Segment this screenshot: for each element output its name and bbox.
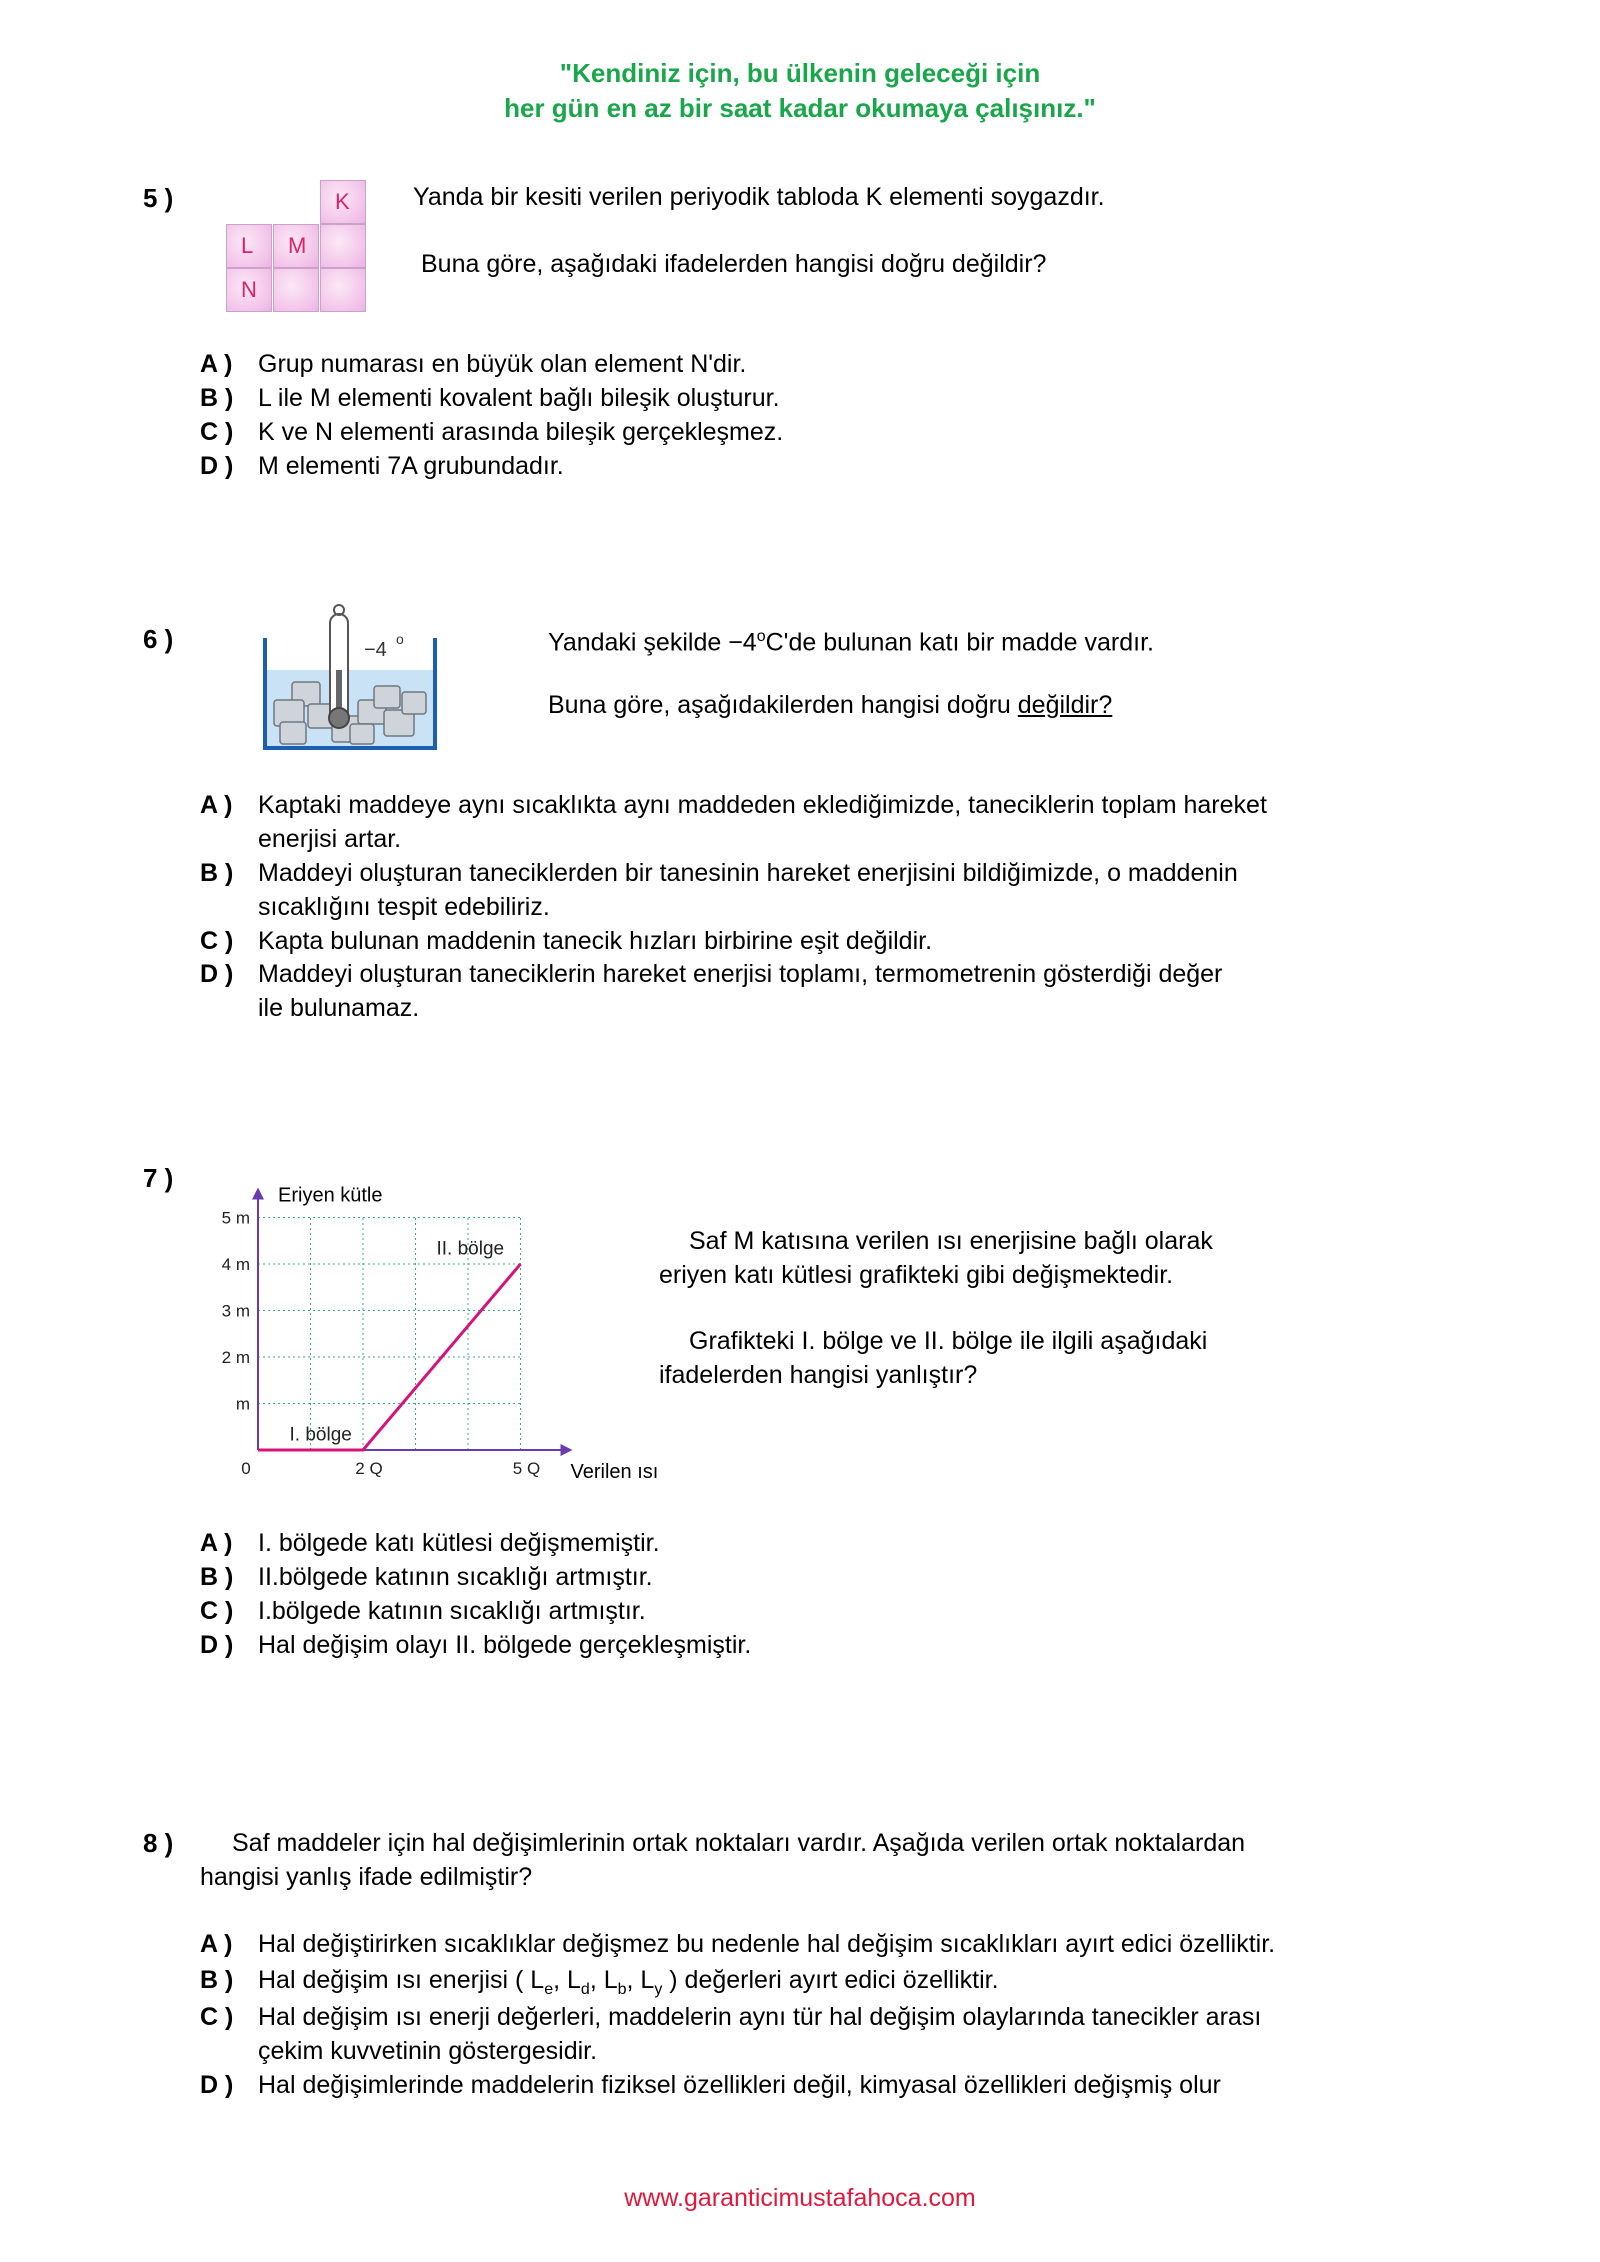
- x-tick-label: 0: [241, 1459, 251, 1478]
- question-5-text-1: Yanda bir kesiti verilen periyodik tabloda K elementi soygazdır.: [413, 183, 1105, 211]
- x-tick-label: 5 Q: [512, 1459, 541, 1478]
- q7-option-d[interactable]: D ) Hal değişim olayı II. bölgede gerçekleşmiştir.: [200, 1631, 752, 1659]
- q5-option-d[interactable]: D ) M elementi 7A grubundadır.: [200, 452, 564, 480]
- header-quote-line1: "Kendiniz için, bu ülkenin geleceği için: [559, 58, 1041, 88]
- question-5-text-2: Buna göre, aşağıdaki ifadelerden hangisi doğru değildir?: [421, 250, 1047, 278]
- cell-n: N: [226, 268, 272, 312]
- question-6-text-1: Yandaki şekilde $-4^oC'de$ bulunan katı bir madde vardır.: [548, 628, 1154, 657]
- chart-annotation: I. bölge: [289, 1424, 352, 1446]
- header-quote-line2: her gün en az bir saat kadar okumaya çalışınız.": [504, 93, 1096, 123]
- q6-option-d[interactable]: D ) Maddeyi oluşturan taneciklerin hareket enerjisi toplamı, termometrenin gösterdiği değer ile bulunamaz.: [200, 960, 1223, 1022]
- q6-option-a[interactable]: A ) Kaptaki maddeye aynı sıcaklıkta aynı maddeden eklediğimizde, taneciklerin toplam hareket enerjisi artar.: [200, 791, 1267, 853]
- thermometer-degree-sign: o: [396, 631, 404, 647]
- y-tick-label: 2 m: [221, 1348, 250, 1367]
- q6-option-b[interactable]: B ) Maddeyi oluşturan taneciklerden bir tanesinin hareket enerjisini bildiğimizde, o maddenin sıcaklığını tespit edebiliriz.: [200, 859, 1238, 921]
- question-7-text-2: eriyen katı kütlesi grafikteki gibi değişmektedir.: [659, 1261, 1174, 1289]
- cell-empty-1: [320, 224, 366, 268]
- periodic-table-section: [226, 180, 366, 312]
- question-7-text-4: ifadelerden hangisi yanlıştır?: [659, 1361, 978, 1389]
- y-tick-label: 4 m: [221, 1255, 250, 1274]
- q5-option-b[interactable]: B ) L ile M elementi kovalent bağlı bileşik oluşturur.: [200, 384, 780, 412]
- y-axis-title: Eriyen kütle: [278, 1184, 383, 1207]
- x-axis-arrow-icon: [561, 1444, 573, 1456]
- footer-url[interactable]: www.garanticimustafahoca.com: [624, 2184, 976, 2212]
- q6-option-c[interactable]: C ) Kapta bulunan maddenin tanecik hızları birbirine eşit değildir.: [200, 927, 933, 955]
- x-axis-title: Verilen ısı: [570, 1461, 659, 1483]
- cell-empty-2: [273, 268, 319, 312]
- q8-option-a[interactable]: A ) Hal değiştirirken sıcaklıklar değişmez bu nedenle hal değişim sıcaklıkları ayırt edici özelliktir.: [200, 1930, 1276, 1958]
- x-tick-label: 2 Q: [355, 1459, 383, 1478]
- thermometer-ice-figure: [262, 600, 442, 752]
- q5-option-c[interactable]: C ) K ve N elementi arasında bileşik gerçekleşmez.: [200, 418, 784, 446]
- thermometer-reading: −4: [364, 639, 387, 661]
- q7-option-a[interactable]: A ) I. bölgede katı kütlesi değişmemiştir.: [200, 1529, 660, 1557]
- q8-option-b[interactable]: B ) Hal değişim ısı enerjisi ( $L_e$, $L_d$, $L_b$, $L_y$ ) değerleri ayırt edici özelliktir.: [200, 1966, 999, 1998]
- chart-annotation: II. bölge: [436, 1238, 505, 1260]
- y-tick-label: m: [235, 1394, 250, 1414]
- cell-m: M: [273, 224, 319, 268]
- y-tick-label: 5 m: [221, 1208, 250, 1228]
- question-6-number: 6 ): [143, 624, 174, 654]
- question-6-text-2: Buna göre, aşağıdakilerden hangisi doğru değildir?: [548, 691, 1113, 719]
- cell-l: L: [226, 224, 272, 268]
- question-7-number: 7 ): [143, 1163, 174, 1193]
- cell-empty-3: [320, 268, 366, 312]
- question-7-text-1: Saf M katısına verilen ısı enerjisine bağlı olarak: [689, 1227, 1213, 1255]
- question-5-number: 5 ): [143, 183, 174, 213]
- q5-option-a[interactable]: A ) Grup numarası en büyük olan element N'dir.: [200, 350, 747, 378]
- q7-option-c[interactable]: C ) I.bölgede katının sıcaklığı artmıştır.: [200, 1597, 646, 1625]
- melting-mass-chart: [210, 1150, 670, 1490]
- question-8-text-1: Saf maddeler için hal değişimlerinin ortak noktaları vardır. Aşağıda verilen ortak noktalardan: [232, 1829, 1246, 1857]
- y-tick-label: 3 m: [221, 1301, 250, 1321]
- question-8-text-2: hangisi yanlış ifade edilmiştir?: [200, 1863, 533, 1891]
- q7-option-b[interactable]: B ) II.bölgede katının sıcaklığı artmıştır.: [200, 1563, 653, 1591]
- q8-option-c[interactable]: C ) Hal değişim ısı enerji değerleri, maddelerin aynı tür hal değişim olaylarında tanecikler arası çekim kuvvetinin göstergesidir.: [200, 2003, 1262, 2065]
- cell-k: K: [320, 180, 366, 224]
- y-axis-arrow-icon: [252, 1188, 264, 1200]
- question-7-text-3: Grafikteki I. bölge ve II. bölge ile ilgili aşağıdaki: [689, 1327, 1208, 1355]
- question-8-number: 8 ): [143, 1828, 174, 1858]
- q8-option-d[interactable]: D ) Hal değişimlerinde maddelerin fiziksel özellikleri değil, kimyasal özellikleri değişmiş olur: [200, 2071, 1221, 2099]
